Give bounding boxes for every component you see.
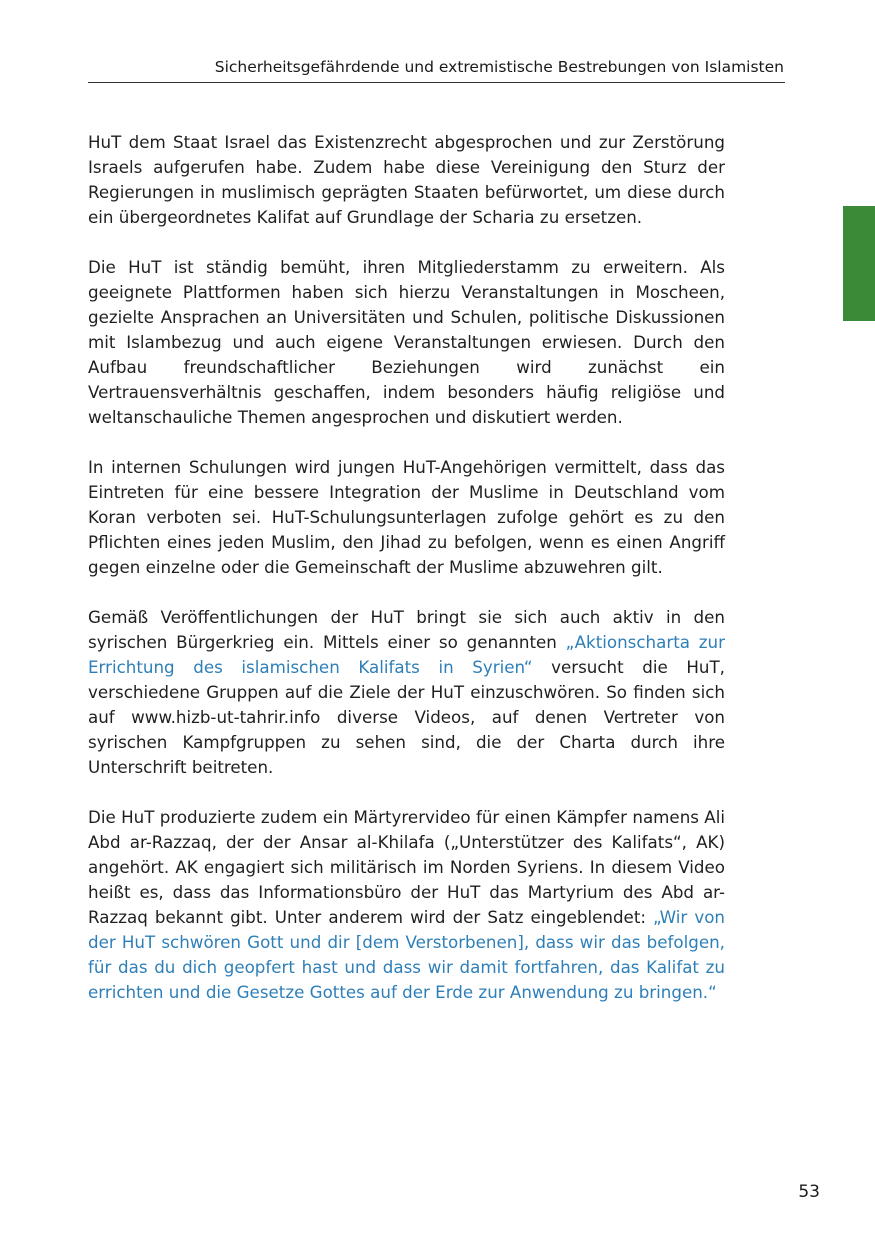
page-body (88, 130, 725, 1030)
paragraph-4-text-start: Gemäß Veröffentlichungen der HuT bringt sie sich auch aktiv in den syrischen Bürgerkrieg ein. Mittels einer so genannten (88, 607, 725, 652)
chapter-color-tab (843, 206, 875, 321)
header-divider (88, 82, 785, 83)
paragraph-5 (88, 805, 725, 1005)
paragraph-1: HuT dem Staat Israel das Existenzrecht abgesprochen und zur Zerstörung Israels aufgerufen habe. Zudem habe diese Vereinigung den Sturz der Regierungen in muslimisch geprägten Staaten befürwortet, um diese durch ein übergeordnetes Kalifat auf Grundlage der Scharia zu ersetzen. (88, 132, 725, 227)
paragraph-4-text-end: versucht die HuT, verschiedene Gruppen auf die Ziele der HuT einzuschwören. So finden sich auf www.hizb-ut-tahrir.info diverse Videos, auf denen Vertreter von syrischen Kampfgruppen zu sehen sind, die der Charta durch ihre Unterschrift beitreten. (88, 657, 725, 777)
paragraph-4 (88, 605, 725, 780)
aktionscharta-quote: „Aktionscharta zur Errichtung des islamischen Kalifats in Syrien“ (88, 632, 725, 677)
paragraph-5-text: Die HuT produzierte zudem ein Märtyrervideo für einen Kämpfer namens Ali Abd ar-Razzaq, der der Ansar al-Khilafa („Unterstützer des Kalifats“, AK) angehört. AK engagiert sich militärisch im Norden Syriens. In diesem Video heißt es, dass das Informationsbüro der HuT das Martyrium des Abd ar-Razzaq bekannt gibt. Unter anderem wird der Satz eingeblendet: (88, 807, 725, 927)
paragraph-3: In internen Schulungen wird jungen HuT-Angehörigen vermittelt, dass das Eintreten für eine bessere Integration der Muslime in Deutschland vom Koran verboten sei. HuT-Schulungsunterlagen zufolge gehört es zu den Pflichten eines jeden Muslim, den Jihad zu befolgen, wenn es einen Angriff gegen einzelne oder die Gemeinschaft der Muslime abzuwehren gilt. (88, 457, 725, 577)
page-number: 53 (798, 1182, 820, 1202)
running-header: Sicherheitsgefährdende und extremistische Bestrebungen von Islamisten (214, 58, 784, 76)
video-quote: „Wir von der HuT schwören Gott und dir [dem Verstorbenen], dass wir das befolgen, für das du dich geopfert hast und dass wir damit fortfahren, das Kalifat zu errichten und die Gesetze Gottes auf der Erde zur Anwendung zu bringen.“ (88, 907, 725, 1002)
paragraph-2: Die HuT ist ständig bemüht, ihren Mitgliederstamm zu erweitern. Als geeignete Plattformen haben sich hierzu Veranstaltungen in Moscheen, gezielte Ansprachen an Universitäten und Schulen, politische Diskussionen mit Islambezug und auch eigene Veranstaltungen erwiesen. Durch den Aufbau freundschaftlicher Beziehungen wird zunächst ein Vertrauensverhältnis geschaffen, indem besonders häufig religiöse und weltanschauliche Themen angesprochen und diskutiert werden. (88, 257, 725, 427)
